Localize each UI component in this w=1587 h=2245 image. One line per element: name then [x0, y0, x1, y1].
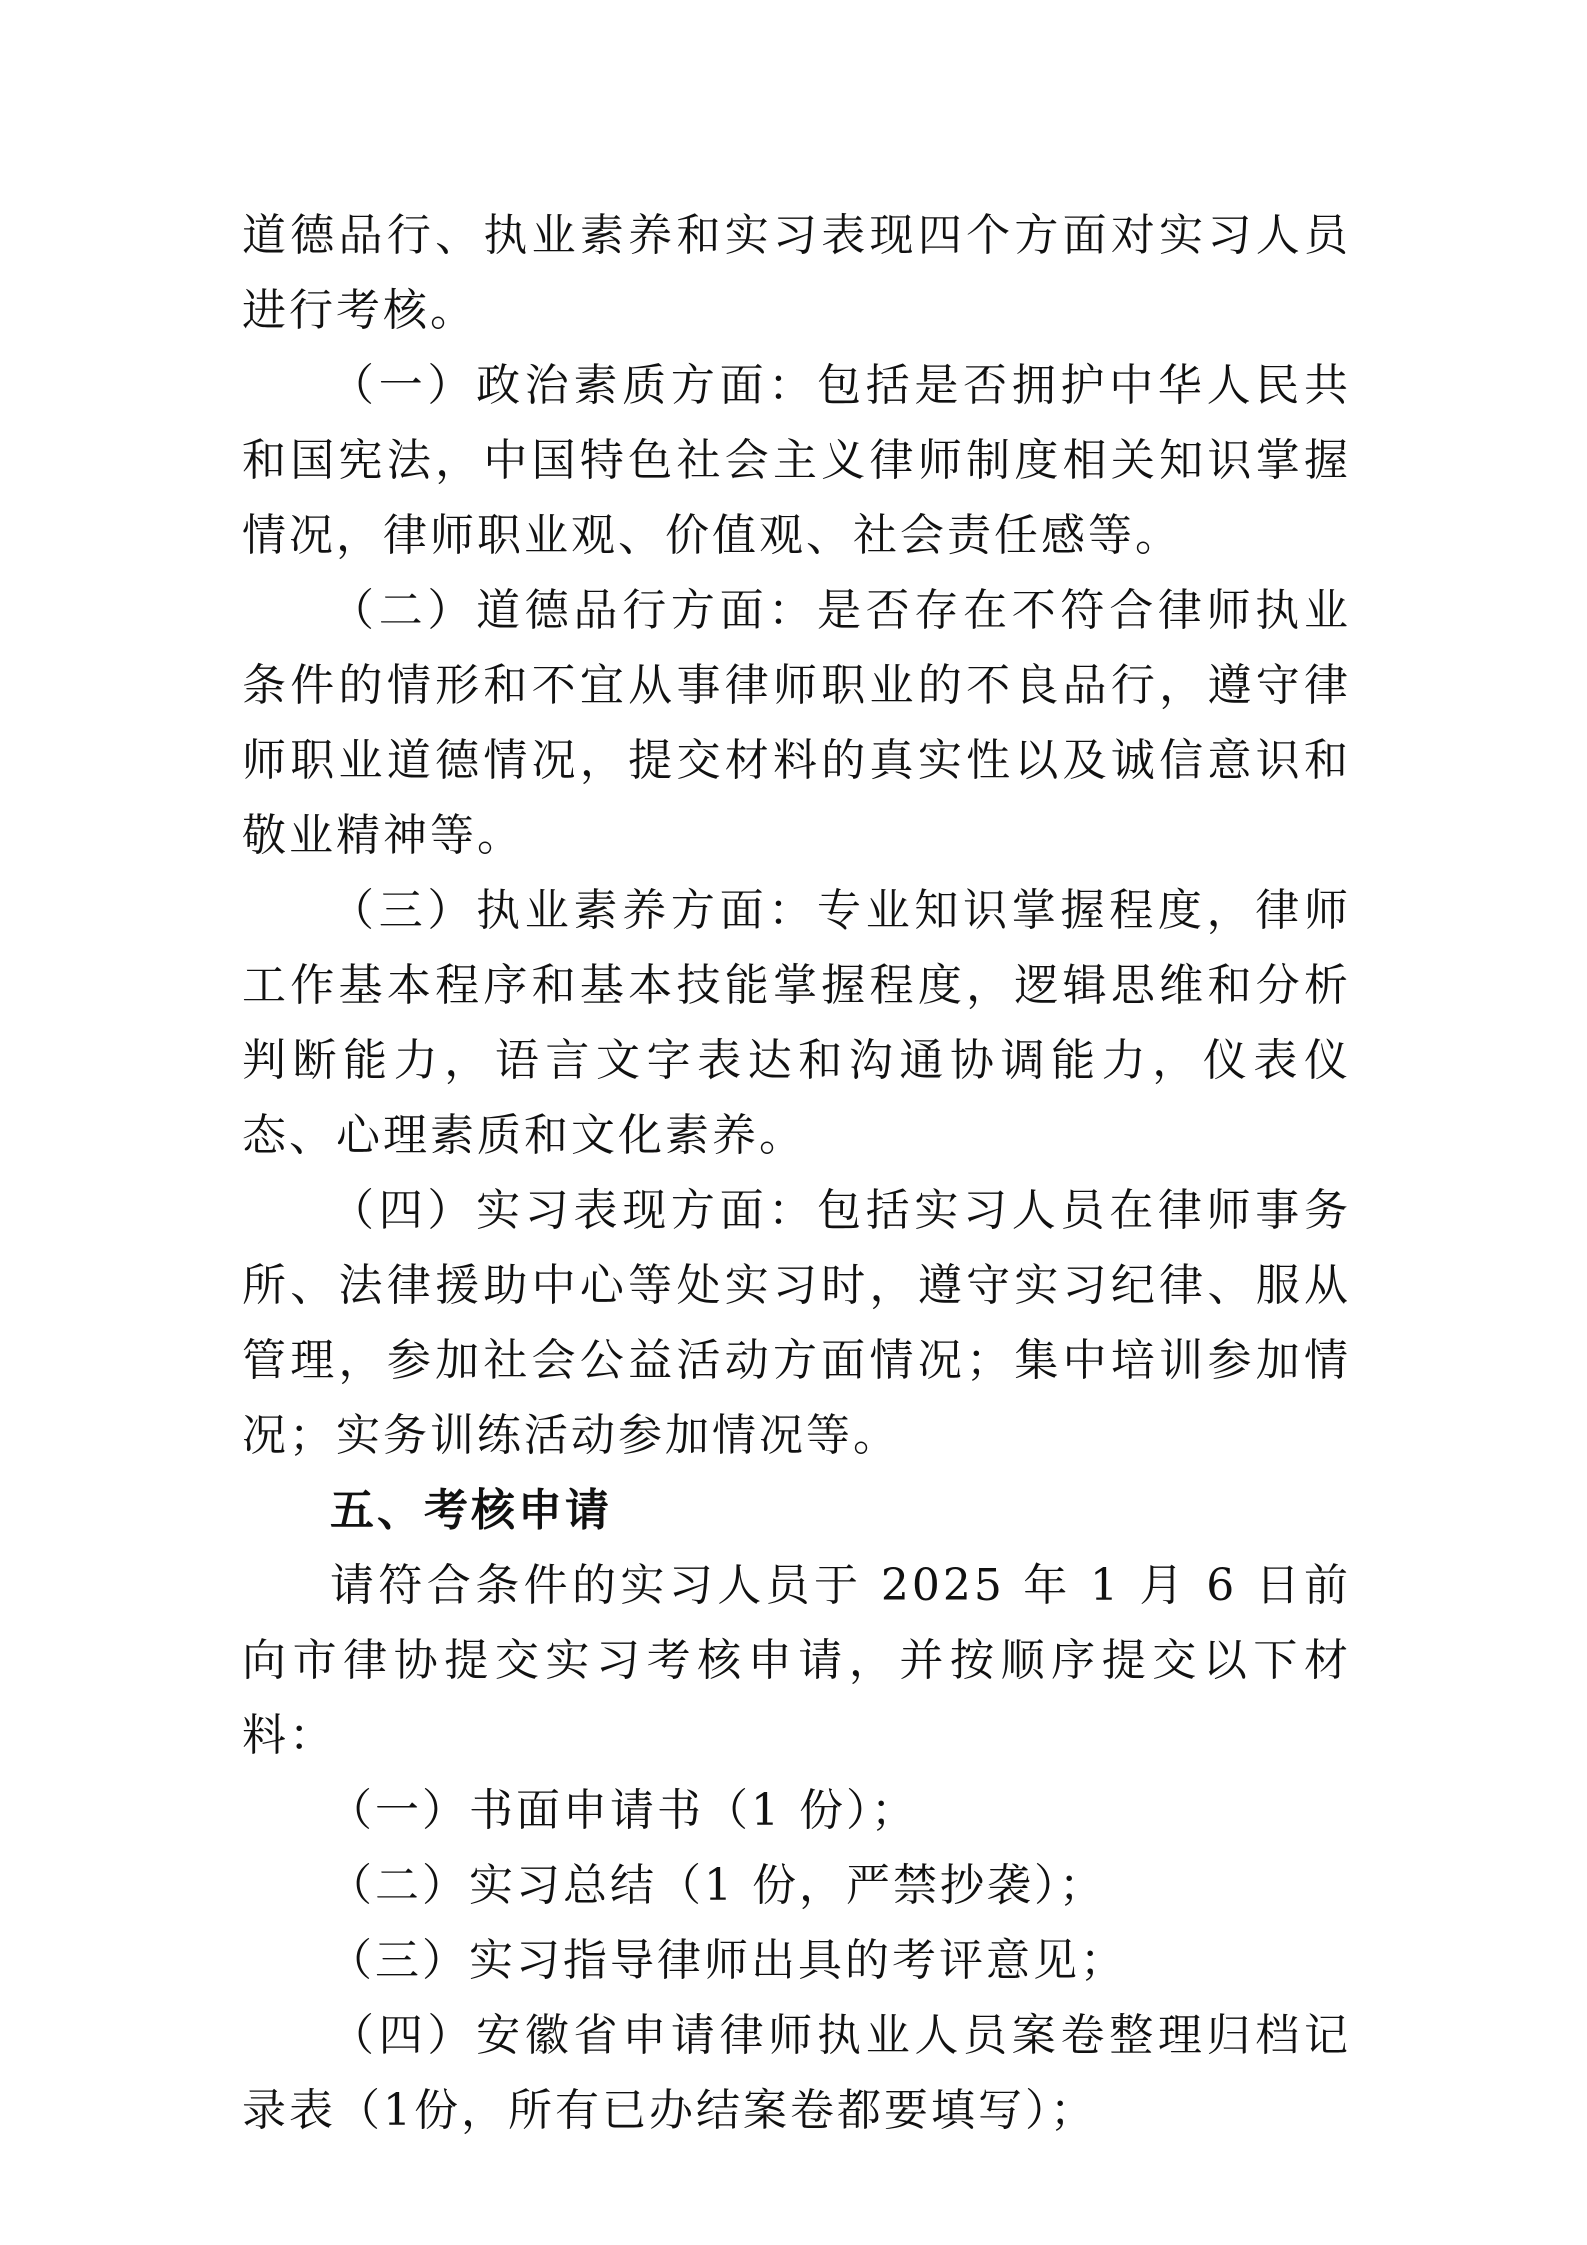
paragraph-internship-performance: （四）实习表现方面：包括实习人员在律师事务所、法律援助中心等处实习时，遵守实习纪律、服从管理，参加社会公益活动方面情况；集中培训参加情况；实务训练活动参加情况等。 [242, 1185, 1351, 1461]
paragraph-political-quality: （一）政治素质方面：包括是否拥护中华人民共和国宪法，中国特色社会主义律师制度相关知识掌握情况，律师职业观、价值观、社会责任感等。 [242, 360, 1351, 561]
paragraph-moral-conduct: （二）道德品行方面：是否存在不符合律师执业条件的情形和不宜从事律师职业的不良品行，遵守律师职业道德情况，提交材料的真实性以及诚信意识和敬业精神等。 [242, 585, 1351, 861]
list-item-written-application: （一）书面申请书（1 份）； [328, 1785, 918, 1836]
list-item-supervisor-evaluation: （三）实习指导律师出具的考评意见； [328, 1935, 1127, 1986]
section-heading-application: 五、考核申请 [330, 1485, 612, 1536]
list-item-case-filing-record: （四）安徽省申请律师执业人员案卷整理归档记录表（1份，所有已办结案卷都要填写）； [242, 2010, 1351, 2136]
paragraph-assessment-scope: 道德品行、执业素养和实习表现四个方面对实习人员进行考核。 [242, 210, 1351, 336]
list-item-internship-summary: （二）实习总结（1 份，严禁抄袭）； [328, 1860, 1106, 1911]
paragraph-application-intro: 请符合条件的实习人员于 2025 年 1 月 6 日前向市律协提交实习考核申请，并按顺序提交以下材料： [242, 1560, 1351, 1761]
paragraph-professional-competence: （三）执业素养方面：专业知识掌握程度，律师工作基本程序和基本技能掌握程度，逻辑思维和分析判断能力，语言文字表达和沟通协调能力，仪表仪态、心理素质和文化素养。 [242, 885, 1351, 1161]
